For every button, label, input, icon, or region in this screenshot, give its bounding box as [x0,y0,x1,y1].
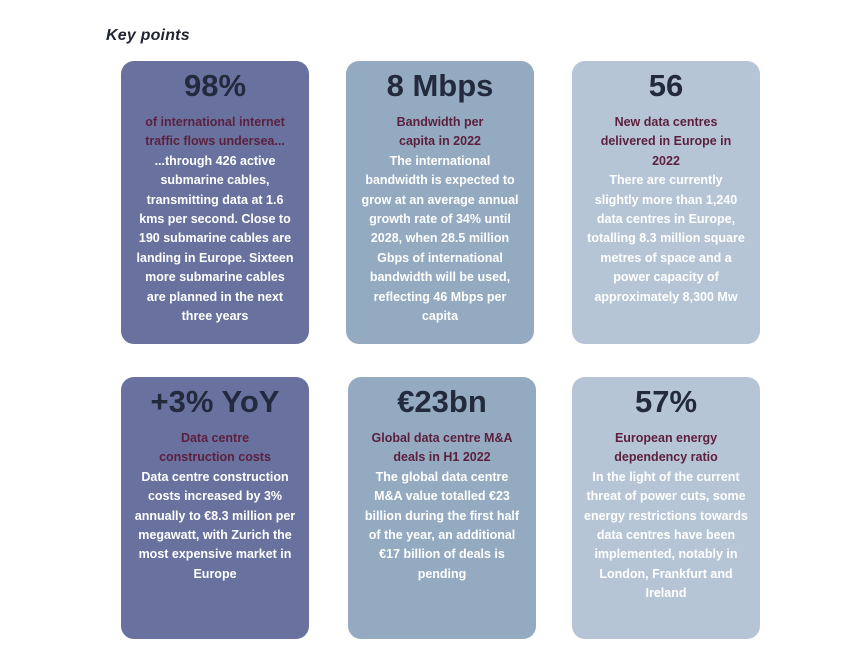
key-point-card-data-centres [572,61,760,344]
stat-description: The international bandwidth is expected to grow at an average annual growth rate of 34% until 2028, when 28.5 million Gbps of international bandwidth will be used, reflecting 46 Mbps per capita [361,153,519,324]
stat-subtitle: New data centres delivered in Europe in 2022 [600,115,732,168]
stat-value: 56 [648,68,684,103]
stat-description: In the light of the current threat of power cuts, some energy restrictions towards data centres have been implemented, notably in London, Frankfurt and Ireland [584,469,748,601]
stat-description: Data centre construction costs increased by 3% annually to €8.3 million per megawatt, with Zurich the most expensive market in Europe [134,469,296,581]
stat-subtitle: European energy dependency ratio [614,431,718,465]
stat-value: 98% [183,68,247,103]
key-point-card-energy [572,377,760,639]
key-point-card-m-and-a [348,377,536,639]
stat-subtitle: Global data centre M&A deals in H1 2022 [371,431,513,465]
stat-description: ...through 426 active submarine cables, transmitting data at 1.6 kms per second. Close to 190 submarine cables are landing in Europe. Sixteen more submarine cables are planned in the next three years [136,153,294,324]
stat-value: +3% YoY [150,384,280,419]
stat-subtitle: Data centre construction costs [159,431,271,465]
stat-value: 57% [634,384,698,419]
stat-subtitle: Bandwidth per capita in 2022 [396,115,484,149]
stat-subtitle: of international internet traffic flows undersea... [145,115,285,149]
key-point-card-bandwidth [346,61,534,344]
page-heading: Key points [106,27,190,44]
stat-value: 8 Mbps [386,68,494,103]
key-point-card-cables [121,61,309,344]
stat-description: There are currently slightly more than 1,240 data centres in Europe, totalling 8.3 million square metres of space and a power capacity of approximately 8,300 Mw [587,173,745,304]
stat-description: The global data centre M&A value totalled €23 billion during the first half of the year, an additional €17 billion of deals is pending [364,469,520,581]
stat-value: €23bn [397,384,487,419]
key-point-card-construction [121,377,309,639]
